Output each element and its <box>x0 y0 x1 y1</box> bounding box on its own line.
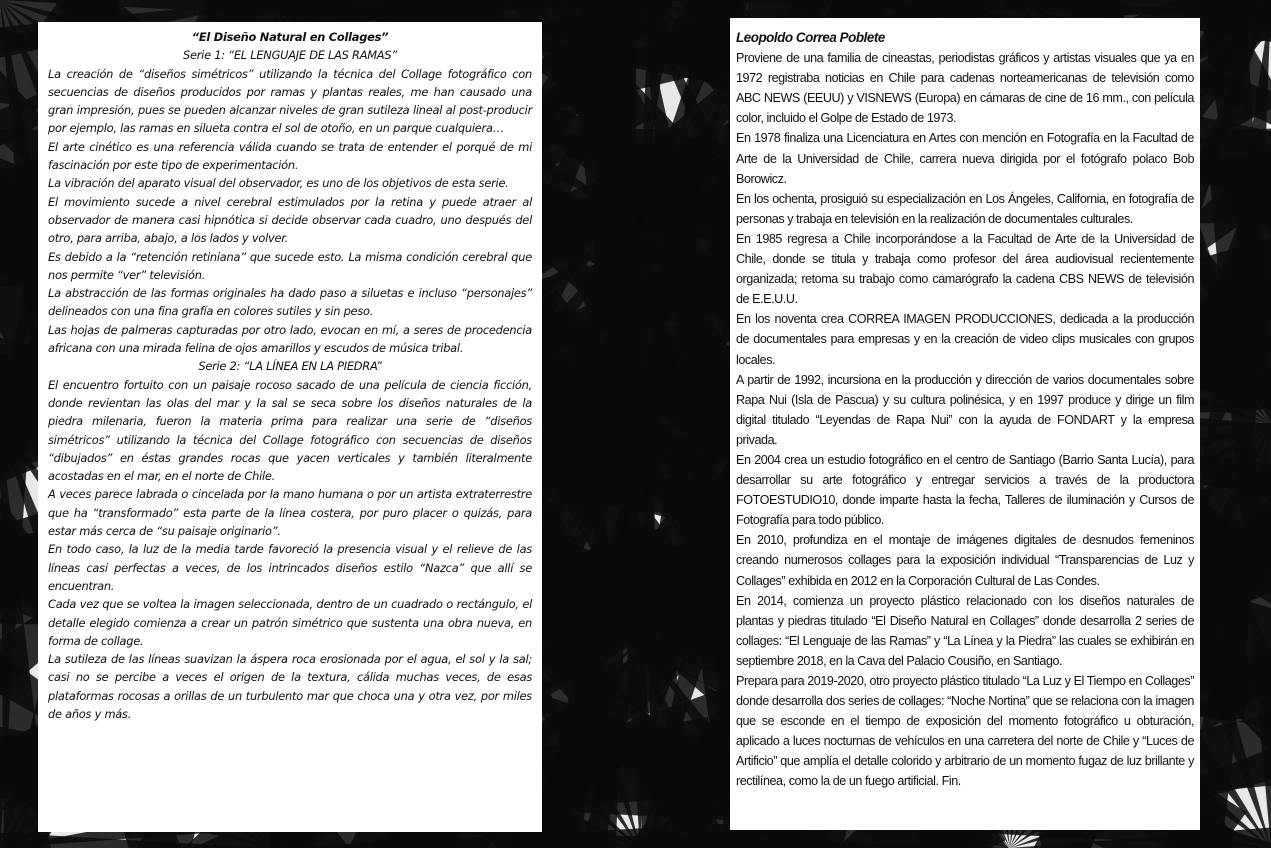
right-text-panel <box>730 18 1200 830</box>
series-2-paragraph: A veces parece labrada o cincelada por la mano humana o por un artista extraterrestre que ha “transformado” esta parte de la línea costera, por puro placer o quizás, para estar más cerca de “su paisaje originario”. <box>48 487 532 539</box>
bio-paragraph: En 2004 crea un estudio fotográfico en el centro de Santiago (Barrio Santa Lucía), para desarrollar su arte fotográfico y entregar servicios a través de la productora FOTOESTUDIO10, donde imparte hasta la fecha, Talleres de iluminación y Cursos de Fotografía para todo público. <box>736 452 1194 528</box>
series-1-paragraph: El arte cinético es una referencia válida cuando se trata de entender el porqué de mi fascinación por este tipo de experimentación. <box>48 139 532 173</box>
series-2-paragraph: En todo caso, la luz de la media tarde favoreció la presencia visual y el relieve de las líneas casi perfectas a veces, de los intrincados diseños estilo “Nazca” que allí se encuentran. <box>48 542 532 593</box>
series-2-paragraph: La sutileza de las líneas suavizan la áspera roca erosionada por el agua, el sol y la sal; casi no se percibe a veces el origen de la textura, cálida muchas veces, de esas plataformas rocosas a orillas de un turbulento mar que choca una y otra vez, por miles de años y más. <box>48 652 532 721</box>
bio-paragraph: Proviene de una familia de cineastas, periodistas gráficos y artistas visuales que ya en 1972 registraba noticias en Chile para cadenas norteamericanas de televisión como ABC NEWS (EEUU) y VISNEWS (Europa) en cámaras de cine de 16 mm., con película color, incluido el Golpe de Estado de 1973. <box>736 51 1194 126</box>
left-text-panel <box>38 22 542 832</box>
series-2-title: Serie 2: “LA LÍNEA EN LA PIEDRA” <box>198 359 382 374</box>
bio-paragraph: A partir de 1992, incursiona en la producción y dirección de varios documentales sobre Rapa Nui (Isla de Pascua) y su cultura polinésica, y en 1997 produce y dirige un film digital titulado “Leyendas de Rapa Nui” con la ayuda de FONDART y la empresa privada. <box>736 372 1194 447</box>
series-1-paragraph: La abstracción de las formas originales ha dado paso a siluetas e incluso “personajes” delineados con una fina grafía en colores sutiles y sin peso. <box>48 286 532 319</box>
series-1-paragraph: Las hojas de palmeras capturadas por otro lado, evocan en mí, a seres de procedencia africana con una mirada felina de ojos amarillos y escudos de música tribal. <box>48 322 532 356</box>
bio-paragraph: En 2010, profundiza en el montaje de imágenes digitales de desnudos femeninos creando numerosos collages para la exposición individual “Transparencias de Luz y Collages” exhibida en 2012 en la Corporación Cultural de Las Condes. <box>736 533 1194 588</box>
bio-paragraph: En 1978 finaliza una Licenciatura en Artes con mención en Fotografía en la Facultad de Arte de la Universidad de Chile, carrera nueva dirigida por el fotógrafo polaco Bob Borowicz. <box>736 131 1194 186</box>
author-name: Leopoldo Correa Poblete <box>736 30 885 45</box>
series-1-paragraph: La vibración del aparato visual del observador, es uno de los objetivos de esta serie. <box>48 176 509 191</box>
series-1-paragraph: El movimiento sucede a nivel cerebral estimulados por la retina y puede atraer al observador de manera casi hipnótica si decide observar cada cuadro, uno después del otro, para arriba, abajo, a los lados y volver. <box>48 194 532 246</box>
series-1-paragraph: Es debido a la “retención retiniana” que sucede esto. La misma condición cerebral que nos permite “ver” televisión. <box>48 249 532 282</box>
bio-paragraph: En los ochenta, prosiguió su especialización en Los Ángeles, California, en fotografía de personas y trabaja en televisión en la realización de documentales culturales. <box>736 191 1194 226</box>
series-2-paragraph: Cada vez que se voltea la imagen seleccionada, dentro de un cuadrado o rectángulo, el detalle elegido comienza a crear un patrón simétrico que sustenta una obra nueva, en forma de collage. <box>48 597 532 648</box>
bio-paragraph: En 2014, comienza un proyecto plástico relacionado con los diseños naturales de plantas y piedras titulado “El Diseño Natural en Collages” donde desarrolla 2 series de collages: “El Lenguaje de las Ramas” y “La Línea y la Piedra” las cuales se exhibirán en septiembre 2018, en la Cava del Palacio Cousiño, en Santiago. <box>736 593 1194 668</box>
series-1-title: Serie 1: “EL LENGUAJE DE LAS RAMAS” <box>183 48 397 63</box>
series-1-paragraph: La creación de “diseños simétricos” utilizando la técnica del Collage fotográfico con secuencias de diseños producidos por ramas y plantas reales, me han causado una gran impresión, pues se pueden alcanzar niveles de gran sutileza lineal al post-producir por ejemplo, las ramas en silueta contra el sol de otoño, en un parque cualquiera… <box>48 66 532 136</box>
bio-paragraph: En 1985 regresa a Chile incorporándose a la Facultad de Arte de la Universidad de Chile, donde se titula y trabaja como profesor del área audiovisual recientemente organizada; retoma su trabajo como camarógrafo la cadena CBS NEWS de televisión de E.E.U.U. <box>736 231 1194 307</box>
bio-paragraph: Prepara para 2019-2020, otro proyecto plástico titulado “La Luz y El Tiempo en Collages” donde desarrolla dos series de collages: “Noche Nortina” que se relaciona con la imagen que se esconde en el tiempo de exposición del momento fotográfico u obturación, aplicado a luces nocturnas de vehículos en una carretera del norte de Chile y “Luces de Artificio” que amplía el detalle colorido y arbitrario de un momento fugaz de luz brillante y rectilínea, como la de un fuego artificial. Fin. <box>736 674 1194 789</box>
document-title: “El Diseño Natural en Collages” <box>191 30 389 44</box>
series-2-paragraph: El encuentro fortuito con un paisaje rocoso sacado de una película de ciencia ficción, donde revientan las olas del mar y la sal se seca sobre los diseños naturales de la piedra milenaria, fueron la materia prima para realizar una serie de “diseños simétricos” utilizando la técnica del Collage fotográfico con secuencias de diseños “dibujados” en éstas grandes rocas que yacen verticales y también literalmente acostadas en el mar, en el norte de Chile. <box>48 377 532 484</box>
bio-paragraph: En los noventa crea CORREA IMAGEN PRODUCCIONES, dedicada a la producción de documentales para empresas y en la creación de video clips musicales con grupos locales. <box>736 312 1194 367</box>
